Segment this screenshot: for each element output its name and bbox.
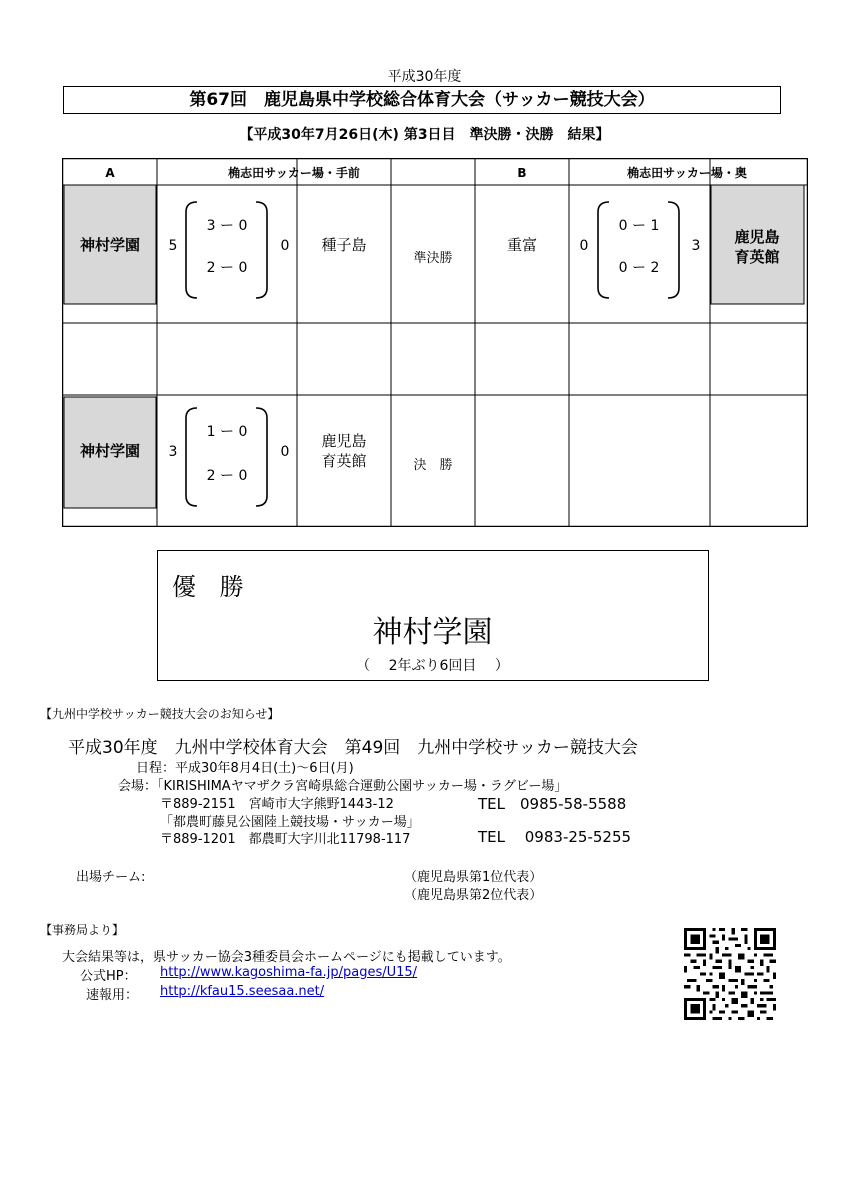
semi-b-left-team: 重富 <box>506 236 538 254</box>
tournament-title: 第67回 鹿児島県中学校総合体育大会（サッカー競技大会） <box>63 86 781 114</box>
semi-b-half1: 0 ー 1 <box>618 218 660 234</box>
kyushu-venue1: 会場：「KIRISHIMAヤマザクラ宮崎県総合運動公園サッカー場・ラグビー場」 <box>118 779 568 794</box>
kyushu-venue2-address: 〒889-1201 都農町大字川北11798-117 <box>160 832 411 847</box>
final-left-total: 3 <box>168 444 178 460</box>
col-a-label: A <box>105 166 115 180</box>
semi-a-right-total: 0 <box>280 238 290 254</box>
office-heading: 【事務局より】 <box>40 923 125 937</box>
semi-b-right-paren <box>668 202 679 298</box>
semi-a-half1: 3 ー 0 <box>206 218 248 234</box>
semi-b-right-team-line2: 育英館 <box>734 248 780 266</box>
kyushu-venue1-tel: TEL 0985-58-5588 <box>478 795 627 813</box>
hp-label: 公式HP： <box>80 969 137 984</box>
kyushu-venue1-address: 〒889-2151 宮崎市大字熊野1443-12 <box>160 797 394 812</box>
final-right-total: 0 <box>280 444 290 460</box>
kyushu-venue2: 「都農町藤見公園陸上競技場・サッカー場」 <box>160 815 420 830</box>
kyushu-venue2-tel: TEL 0983-25-5255 <box>478 828 632 846</box>
hp-link[interactable]: http://www.kagoshima-fa.jp/pages/U15/ <box>160 965 418 980</box>
semi-a-left-total: 5 <box>168 238 178 254</box>
semi-a-left-team: 神村学園 <box>79 236 141 254</box>
col-b-label: B <box>517 166 527 180</box>
final-half2: 2 ー 0 <box>206 468 248 484</box>
final-right-paren <box>256 408 267 506</box>
semi-b-right-team-line1: 鹿児島 <box>734 228 780 246</box>
news-link[interactable]: http://kfau15.seesaa.net/ <box>160 984 325 999</box>
news-label: 速報用： <box>86 988 139 1003</box>
final-round-label: 決 勝 <box>413 458 453 473</box>
results-bracket <box>62 158 808 527</box>
semi-a-right-team: 種子島 <box>321 236 367 254</box>
results-subtitle: 【平成30年7月26日(木) 第3日目 準決勝・決勝 結果】 <box>239 127 610 143</box>
col-a-venue: 桷志田サッカー場・手前 <box>228 166 360 180</box>
semi-a-right-paren <box>256 202 267 298</box>
kyushu-team1-note: （鹿児島県第1位代表） <box>404 870 543 885</box>
champion-box <box>157 550 709 681</box>
kyushu-dates: 日程：平成30年8月4日(土)～6日(月) <box>136 761 354 776</box>
champion-label: 優 勝 <box>172 573 252 601</box>
kyushu-teams-label: 出場チーム: <box>76 870 146 885</box>
kyushu-heading: 【九州中学校サッカー競技大会のお知らせ】 <box>40 707 280 721</box>
office-notice: 大会結果等は，県サッカー協会3種委員会ホームページにも掲載しています。 <box>62 950 511 965</box>
qr-code-icon <box>684 928 776 1020</box>
champion-team: 神村学園 <box>372 615 493 650</box>
semi-a-left-paren <box>186 202 197 298</box>
final-right-team-line1: 鹿児島 <box>321 432 367 450</box>
semi-round-label: 準決勝 <box>413 251 453 266</box>
champion-note: （ 2年ぶり6回目 ） <box>356 658 509 674</box>
kyushu-title: 平成30年度 九州中学校体育大会 第49回 九州中学校サッカー競技大会 <box>68 738 638 758</box>
final-half1: 1 ー 0 <box>206 424 248 440</box>
final-left-paren <box>186 408 197 506</box>
kyushu-team2-note: （鹿児島県第2位代表） <box>404 888 543 903</box>
semi-b-half2: 0 ー 2 <box>618 260 660 276</box>
semi-b-left-total: 0 <box>579 238 589 254</box>
col-b-venue: 桷志田サッカー場・奥 <box>627 166 747 180</box>
semi-b-right-total: 3 <box>691 238 701 254</box>
semi-b-left-paren <box>598 202 609 298</box>
final-right-team-line2: 育英館 <box>321 452 367 470</box>
final-left-team: 神村学園 <box>79 442 141 460</box>
semi-a-half2: 2 ー 0 <box>206 260 248 276</box>
year-label: 平成30年度 <box>387 69 462 85</box>
